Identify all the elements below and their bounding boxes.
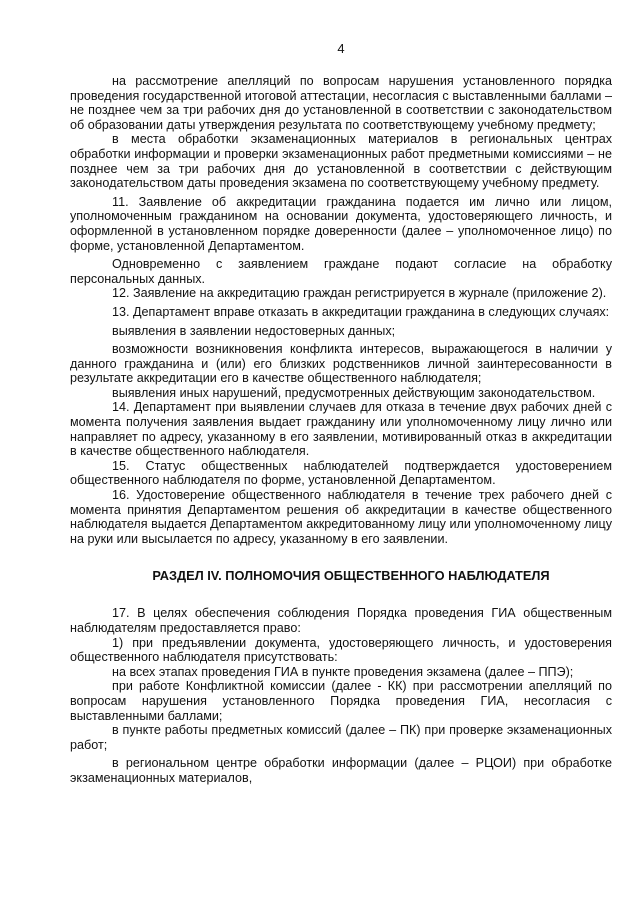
paragraph-17-right-1: 1) при предъявлении документа, удостоверяющего личность, и удостоверения общественного наблюдателя присутствовать: [70,635,612,665]
page-number: 4 [337,41,345,56]
paragraph-13-case-3: выявления иных нарушений, предусмотренных действующим законодательством. [112,385,596,400]
paragraph-17-rcoi: в региональном центре обработки информации (далее – РЦОИ) при обработке экзаменационных материалов, [70,756,612,785]
paragraph-12: 12. Заявление на аккредитацию граждан регистрируется в журнале (приложение 2). [112,286,607,301]
paragraph-13-case-2: возможности возникновения конфликта интересов, выражающегося в наличии у данного гражданина и (или) его близких родственников личной заинтересованности в результате аккредитации его в качестве общественного наблюдателя; [70,342,612,386]
paragraph-consent: Одновременно с заявлением граждане подают согласие на обработку персональных данных. [70,257,612,286]
section-heading: РАЗДЕЛ IV. ПОЛНОМОЧИЯ ОБЩЕСТВЕННОГО НАБЛЮДАТЕЛЯ [152,568,550,584]
paragraph-17-ppe: на всех этапах проведения ГИА в пункте проведения экзамена (далее – ППЭ); [112,664,574,679]
paragraph-14: 14. Департамент при выявлении случаев для отказа в течение двух рабочих дней с момента получения заявления выдает гражданину или уполномоченному лицу лично или направляет по адресу, указанному в его заявлении, мотивированный отказ в аккредитации в качестве общественного наблюдателя. [70,400,612,459]
paragraph-11: 11. Заявление об аккредитации гражданина подается им лично или лицом, уполномоченным гражданином на основании документа, удостоверяющего личность, и оформленной в установленном порядке доверенности (далее – уполномоченное лицо) по форме, установленной Департаментом. [70,194,612,253]
paragraph-appeals: на рассмотрение апелляций по вопросам нарушения установленного порядка проведения государственной итоговой аттестации, несогласия с выставленными баллами – не позднее чем за три рабочих дня до установленной в соответствии с законодательством об образовании даты утверждения результата по соответствующему учебному предмету; [70,74,612,132]
paragraph-processing-centers: в места обработки экзаменационных материалов в региональных центрах обработки информации и проверки экзаменационных работ предметными комиссиями – не позднее чем за три рабочих дня до установленной в соответствии с действующим законодательством даты проведения экзамена по соответствующему учебному предмету. [70,132,612,191]
paragraph-15: 15. Статус общественных наблюдателей подтверждается удостоверением общественного наблюдателя по форме, установленной Департаментом. [70,458,612,488]
paragraph-13-case-1: выявления в заявлении недостоверных данных; [112,323,396,338]
paragraph-13: 13. Департамент вправе отказать в аккредитации гражданина в следующих случаях: [112,304,610,319]
paragraph-17-kk: при работе Конфликтной комиссии (далее - КК) при рассмотрении апелляций по вопросам нарушения установленного Порядка проведения ГИА, несогласия с выставленными баллами; [70,679,612,723]
paragraph-17: 17. В целях обеспечения соблюдения Порядка проведения ГИА общественным наблюдателям предоставляется право: [70,606,612,635]
paragraph-16: 16. Удостоверение общественного наблюдателя в течение трех рабочего дней с момента принятия Департаментом решения об аккредитации в качестве общественного наблюдателя выдается Департаментом аккредитованному лицу или уполномоченному лицу на руки или высылается по адресу, указанному в его заявлении. [70,488,612,546]
paragraph-17-pk: в пункте работы предметных комиссий (далее – ПК) при проверке экзаменационных работ; [70,723,612,752]
